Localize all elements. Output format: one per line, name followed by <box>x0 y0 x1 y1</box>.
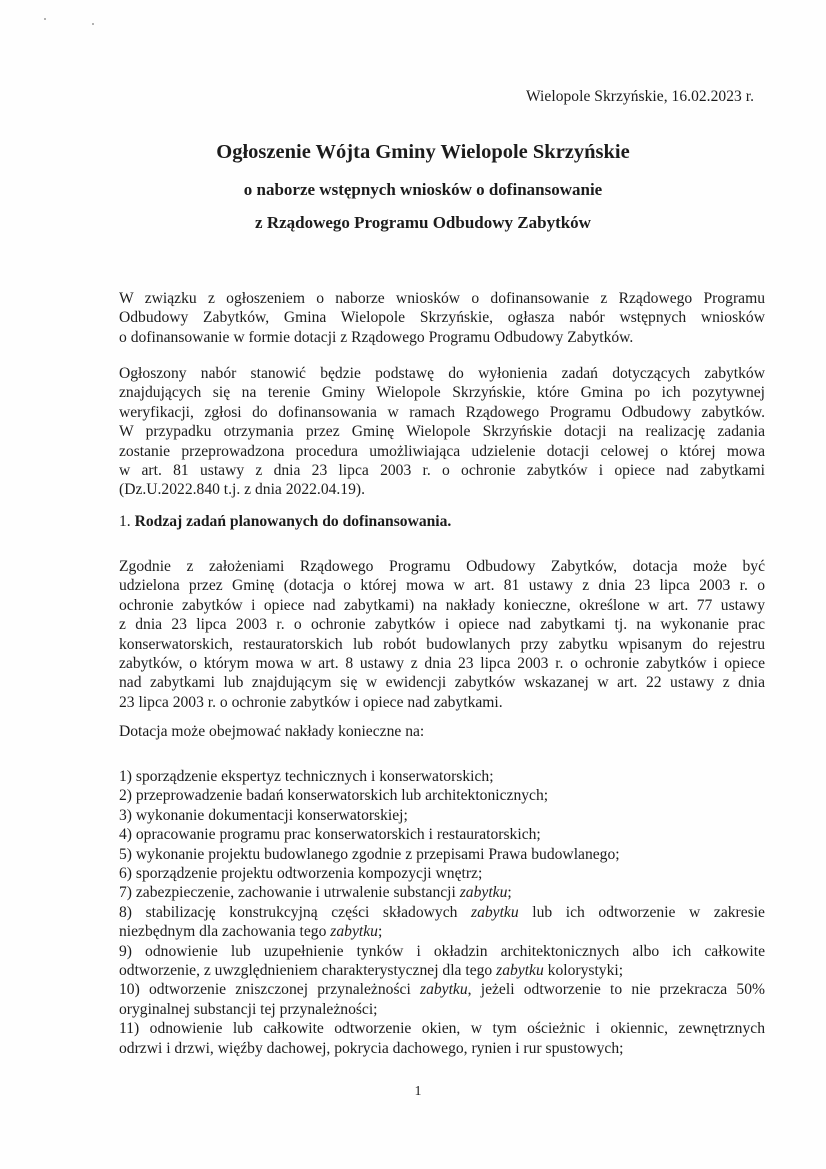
text-line: nad zabytkami lub znajdującym się w ewidencji zabytków wskazanej w art. 22 ustawy z dnia <box>119 674 765 692</box>
text-line: zostanie przeprowadzona procedura umożliwiająca udzielenie dotacji celowej o której mowa <box>119 442 765 460</box>
list-item: 4) opracowanie programu prac konserwatorskich i restauratorskich; <box>119 826 541 844</box>
list-item: 2) przeprowadzenie badań konserwatorskich lub architektonicznych; <box>119 787 549 805</box>
text-fragment: odtworzenie, z uwzględnieniem charakterystycznej dla tego <box>119 962 497 980</box>
italic-fragment: zabytku <box>471 903 519 921</box>
italic-fragment: zabytku <box>330 923 378 941</box>
text-fragment: lub ich odtworzenie w zakresie <box>518 903 765 921</box>
place-date: Wielopole Skrzyńskie, 16.02.2023 r. <box>526 88 754 105</box>
list-item-continuation <box>119 922 765 941</box>
text-line: Odbudowy Zabytków, Gmina Wielopole Skrzyńskie, ogłasza nabór wstępnych wniosków <box>119 309 765 327</box>
list-item: 5) wykonanie projektu budowlanego zgodnie z przepisami Prawa budowlanego; <box>119 845 620 863</box>
text-line: weryfikacji, zgłosi do dofinansowania w ramach Rządowego Programu Odbudowy zabytków. <box>119 403 765 421</box>
document-subtitle-line-2: z Rządowego Programu Odbudowy Zabytków <box>255 213 591 232</box>
text-line: Ogłoszony nabór stanowić będzie podstawę do wyłonienia zadań dotyczących zabytków <box>119 365 765 382</box>
text-line: W przypadku otrzymania przez Gminę Wielopole Skrzyńskie dotacji na realizację zadania <box>119 423 765 441</box>
list-item <box>119 903 765 922</box>
text-fragment: niezbędnym dla zachowania tego <box>119 923 331 941</box>
scan-speck <box>44 18 46 20</box>
program-paragraph <box>119 557 765 712</box>
text-line: z dnia 23 lipca 2003 r. o ochronie zabytków i opiece nad zabytkami tj. na wykonanie prac <box>119 616 765 634</box>
section-heading <box>119 512 765 531</box>
text-fragment: 7) zabezpieczenie, zachowanie i utrwalenie substancji <box>119 884 460 902</box>
text-line: 23 lipca 2003 r. o ochronie zabytków i opiece nad zabytkami. <box>119 693 503 711</box>
list-item: 1) sporządzenie ekspertyz technicznych i konserwatorskich; <box>119 768 494 785</box>
list-item-continuation <box>119 961 765 980</box>
text-fragment: , jeżeli odtworzenie to nie przekracza 50% <box>467 981 765 999</box>
italic-fragment: zabytku <box>459 884 508 902</box>
list-item <box>119 883 765 902</box>
text-line: (Dz.U.2022.840 t.j. z dnia 2022.04.19). <box>119 481 365 499</box>
text-line: zabytków, o którym mowa w art. 8 ustawy z dnia 23 lipca 2003 r. o ochronie zabytków i opiece <box>119 655 765 673</box>
text-line: ochronie zabytków i opiece nad zabytkami) na nakłady konieczne, określone w art. 77 ustawy <box>119 596 765 614</box>
list-item-continuation: oryginalnej substancji tej przynależności; <box>119 1000 378 1018</box>
list-item: 3) wykonanie dokumentacji konserwatorskiej; <box>119 806 408 824</box>
text-fragment: kolorystyki; <box>543 962 624 980</box>
text-fragment: ; <box>377 923 383 941</box>
text-line: W związku z ogłoszeniem o naborze wniosków o dofinansowanie z Rządowego Programu <box>119 290 765 307</box>
eligible-costs-list <box>119 767 765 1058</box>
text-line: w art. 81 ustawy z dnia 23 lipca 2003 r. o ochronie zabytków i opiece nad zabytkami <box>119 462 765 480</box>
text-fragment: ; <box>507 884 512 902</box>
intro-paragraph <box>119 289 765 347</box>
list-item: 6) sporządzenie projektu odtworzenia kompozycji wnętrz; <box>119 865 483 883</box>
text-line: Zgodnie z założeniami Rządowego Programu Odbudowy Zabytków, dotacja może być <box>119 558 765 575</box>
section-number: 1. <box>119 513 131 530</box>
section-heading-text: Rodzaj zadań planowanych do dofinansowania. <box>134 513 452 530</box>
text-fragment: 8) stabilizację konstrukcyjną części składowych <box>119 903 471 921</box>
list-item <box>119 980 765 999</box>
text-fragment: 10) odtworzenie zniszczonej przynależności <box>119 981 420 999</box>
list-item: 11) odnowienie lub całkowite odtworzenie okien, w tym ościeżnic i okiennic, zewnętrznych <box>119 1020 765 1038</box>
text-line: znajdujących się na terenie Gminy Wielopole Skrzyńskie, które Gmina po ich pozytywnej <box>119 384 765 402</box>
page-number: 1 <box>414 1084 422 1099</box>
scan-speck <box>92 23 94 25</box>
document-title: Ogłoszenie Wójta Gminy Wielopole Skrzyńskie <box>216 141 630 163</box>
italic-fragment: zabytku <box>420 981 468 999</box>
italic-fragment: zabytku <box>496 962 544 980</box>
text-line: o dofinansowanie w formie dotacji z Rządowego Programu Odbudowy Zabytków. <box>119 328 634 346</box>
list-item: 9) odnowienie lub uzupełnienie tynków i okładzin architektonicznych albo ich całkowite <box>119 942 765 960</box>
list-item-continuation: odrzwi i drzwi, więźby dachowej, pokrycia dachowego, rynien i rur spustowych; <box>119 1039 624 1057</box>
text-line: konserwatorskich, restauratorskich lub robót budowlanych przy zabytku wpisanym do rejestru <box>119 635 765 653</box>
text-line: udzielona przez Gminę (dotacja o której mowa w art. 81 ustawy z dnia 23 lipca 2003 r. o <box>119 577 765 595</box>
list-intro: Dotacja może obejmować nakłady konieczne na: <box>119 723 425 740</box>
document-subtitle-line-1: o naborze wstępnych wniosków o dofinansowanie <box>243 180 603 199</box>
procedure-paragraph <box>119 364 765 500</box>
